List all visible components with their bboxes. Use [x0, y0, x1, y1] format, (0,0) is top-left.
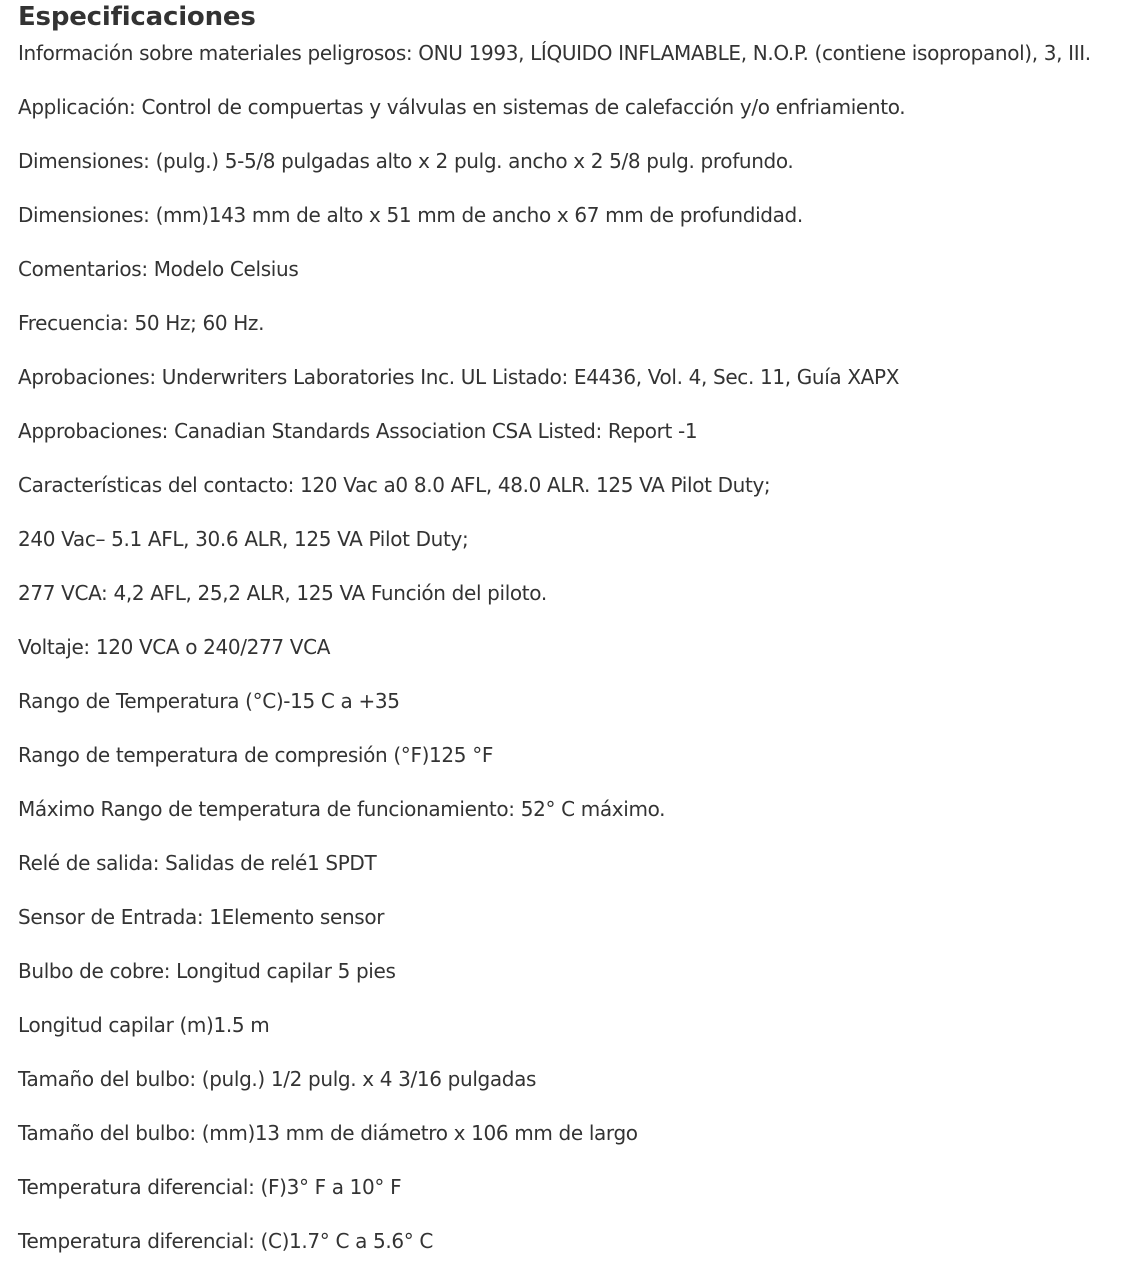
spec-contact-277: 277 VCA: 4,2 AFL, 25,2 ALR, 125 VA Función del piloto. [18, 581, 547, 605]
spec-copper-bulb: Bulbo de cobre: Longitud capilar 5 pies [18, 959, 396, 983]
spec-voltage: Voltaje: 120 VCA o 240/277 VCA [18, 635, 331, 659]
spec-output-relay: Relé de salida: Salidas de relé1 SPDT [18, 851, 377, 875]
spec-approvals-ul: Aprobaciones: Underwriters Laboratories Inc. UL Listado: E4436, Vol. 4, Sec. 11, Guía XAPX [18, 365, 900, 389]
spec-compression-temp-f: Rango de temperatura de compresión (°F)125 °F [18, 743, 493, 767]
spec-contact-240: 240 Vac– 5.1 AFL, 30.6 ALR, 125 VA Pilot Duty; [18, 527, 469, 551]
spec-differential-f: Temperatura diferencial: (F)3° F a 10° F [18, 1175, 402, 1199]
spec-hazmat: Información sobre materiales peligrosos: ONU 1993, LÍQUIDO INFLAMABLE, N.O.P. (contiene isopropanol), 3, III. [18, 41, 1091, 65]
spec-temp-range-c: Rango de Temperatura (°C)-15 C a +35 [18, 689, 400, 713]
spec-max-operating-temp: Máximo Rango de temperatura de funcionamiento: 52° C máximo. [18, 797, 666, 821]
spec-bulb-size-mm: Tamaño del bulbo: (mm)13 mm de diámetro x 106 mm de largo [18, 1121, 638, 1145]
spec-frequency: Frecuencia: 50 Hz; 60 Hz. [18, 311, 265, 335]
section-title: Especificaciones [18, 2, 256, 32]
spec-differential-c: Temperatura diferencial: (C)1.7° C a 5.6° C [18, 1229, 434, 1253]
spec-dimensions-mm: Dimensiones: (mm)143 mm de alto x 51 mm de ancho x 67 mm de profundidad. [18, 203, 803, 227]
spec-bulb-size-in: Tamaño del bulbo: (pulg.) 1/2 pulg. x 4 3/16 pulgadas [18, 1067, 537, 1091]
spec-contact-120: Características del contacto: 120 Vac a0 8.0 AFL, 48.0 ALR. 125 VA Pilot Duty; [18, 473, 771, 497]
spec-list [18, 40, 1130, 1254]
spec-comments: Comentarios: Modelo Celsius [18, 257, 299, 281]
spec-application: Applicación: Control de compuertas y válvulas en sistemas de calefacción y/o enfriamiento. [18, 95, 906, 119]
spec-dimensions-in: Dimensiones: (pulg.) 5-5/8 pulgadas alto x 2 pulg. ancho x 2 5/8 pulg. profundo. [18, 149, 794, 173]
spec-input-sensor: Sensor de Entrada: 1Elemento sensor [18, 905, 385, 929]
spec-capillary-length-m: Longitud capilar (m)1.5 m [18, 1013, 270, 1037]
spec-approvals-csa: Approbaciones: Canadian Standards Association CSA Listed: Report -1 [18, 419, 698, 443]
